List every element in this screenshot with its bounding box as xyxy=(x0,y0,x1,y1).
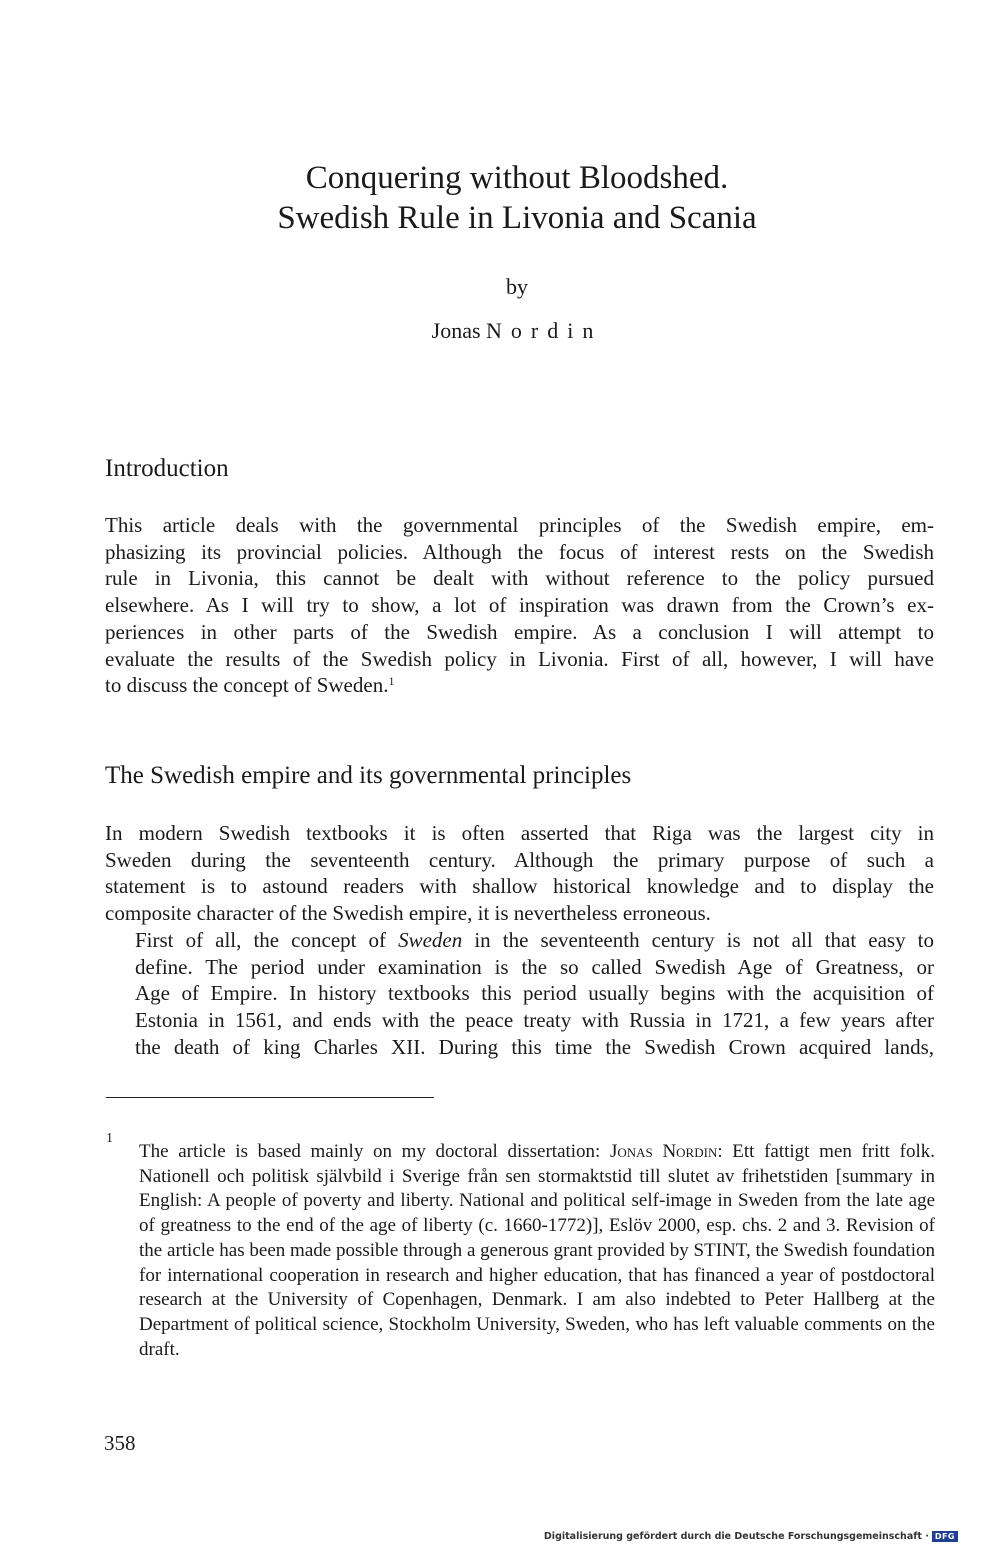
text-fragment: in the seventeenth century is not all that easy to xyxy=(462,928,934,952)
footnote-text-rest: : Ett fattigt men fritt folk. Nationell och politisk självbild i Sverige från sen stormaktstid till slutet av frihetstiden [summary in English: A people of poverty and liberty. National and political self-image in Sweden from the late age of greatness to the end of the age of liberty (c. 1660-1772)], Eslöv 2000, esp. chs. 2 and 3. Revision of the article has been made possible through a generous grant provided by STINT, the Swedish foundation for international cooperation in research and higher education, that has financed a year of postdoctoral research at the University of Copenhagen, Denmark. I am also indebted to Peter Hallberg at the Department of political science, Stockholm University, Sweden, who has left valuable comments on the draft. xyxy=(139,1141,935,1360)
section-heading-empire: The Swedish empire and its governmental principles xyxy=(105,762,632,789)
footnote-text-start: The article is based mainly on my doctoral dissertation: xyxy=(139,1141,610,1162)
text-line: define. The period under examination is the so called Swedish Age of Greatness, or xyxy=(135,954,934,979)
article-title-line-1: Conquering without Bloodshed. xyxy=(305,160,729,196)
text-line xyxy=(105,927,934,954)
footnote-reference: 1 xyxy=(388,674,395,689)
dfg-logo: DFG xyxy=(932,1531,958,1542)
text-fragment: First of all, the concept of xyxy=(135,928,399,952)
author-last-name: Nordin xyxy=(486,318,603,343)
text-line: Age of Empire. In history textbooks this period usually begins with the acquisition of xyxy=(135,981,934,1006)
text-line: evaluate the results of the Swedish policy in Livonia. First of all, however, I will have xyxy=(105,646,934,671)
footnote-text xyxy=(139,1140,935,1362)
text-line: composite character of the Swedish empire, it is nevertheless erroneous. xyxy=(105,901,711,926)
text-line: Sweden during the seventeenth century. Although the primary purpose of such a xyxy=(105,847,934,872)
text-line xyxy=(105,672,934,699)
text-line: the death of king Charles XII. During this time the Swedish Crown acquired lands, xyxy=(135,1034,934,1059)
footnote-divider xyxy=(106,1097,434,1098)
empire-paragraph-1 xyxy=(105,820,934,927)
text-line: In modern Swedish textbooks it is often asserted that Riga was the largest city in xyxy=(105,821,934,845)
footnote-number: 1 xyxy=(106,1131,113,1146)
byline: by xyxy=(506,274,528,299)
page-number: 358 xyxy=(104,1431,136,1455)
italic-term: Sweden xyxy=(398,928,463,952)
article-title-line-2: Swedish Rule in Livonia and Scania xyxy=(277,200,757,236)
introduction-paragraph xyxy=(105,512,934,699)
empire-paragraph-2 xyxy=(105,927,934,1061)
text-line: elsewhere. As I will try to show, a lot of inspiration was drawn from the Crown’s ex- xyxy=(105,593,934,618)
author-first-name: Jonas xyxy=(431,318,481,343)
footnote-author: Jonas Nordin xyxy=(610,1141,718,1162)
text-line: periences in other parts of the Swedish empire. As a conclusion I will attempt to xyxy=(105,619,934,644)
text-line: This article deals with the governmental principles of the Swedish empire, em- xyxy=(105,513,934,537)
text-line: phasizing its provincial policies. Although the focus of interest rests on the Swedish xyxy=(105,539,934,564)
author-name xyxy=(0,318,1000,344)
digitization-credit xyxy=(544,1531,958,1542)
credit-text: Digitalisierung gefördert durch die Deutsche Forschungsgemeinschaft · xyxy=(543,1531,929,1542)
section-heading-introduction: Introduction xyxy=(105,455,229,482)
text-line: Estonia in 1561, and ends with the peace treaty with Russia in 1721, a few years after xyxy=(135,1008,934,1033)
text-line: statement is to astound readers with shallow historical knowledge and to display the xyxy=(105,874,934,899)
text-line: rule in Livonia, this cannot be dealt with without reference to the policy pursued xyxy=(105,566,934,591)
text-line-content: to discuss the concept of Sweden. xyxy=(105,673,389,698)
